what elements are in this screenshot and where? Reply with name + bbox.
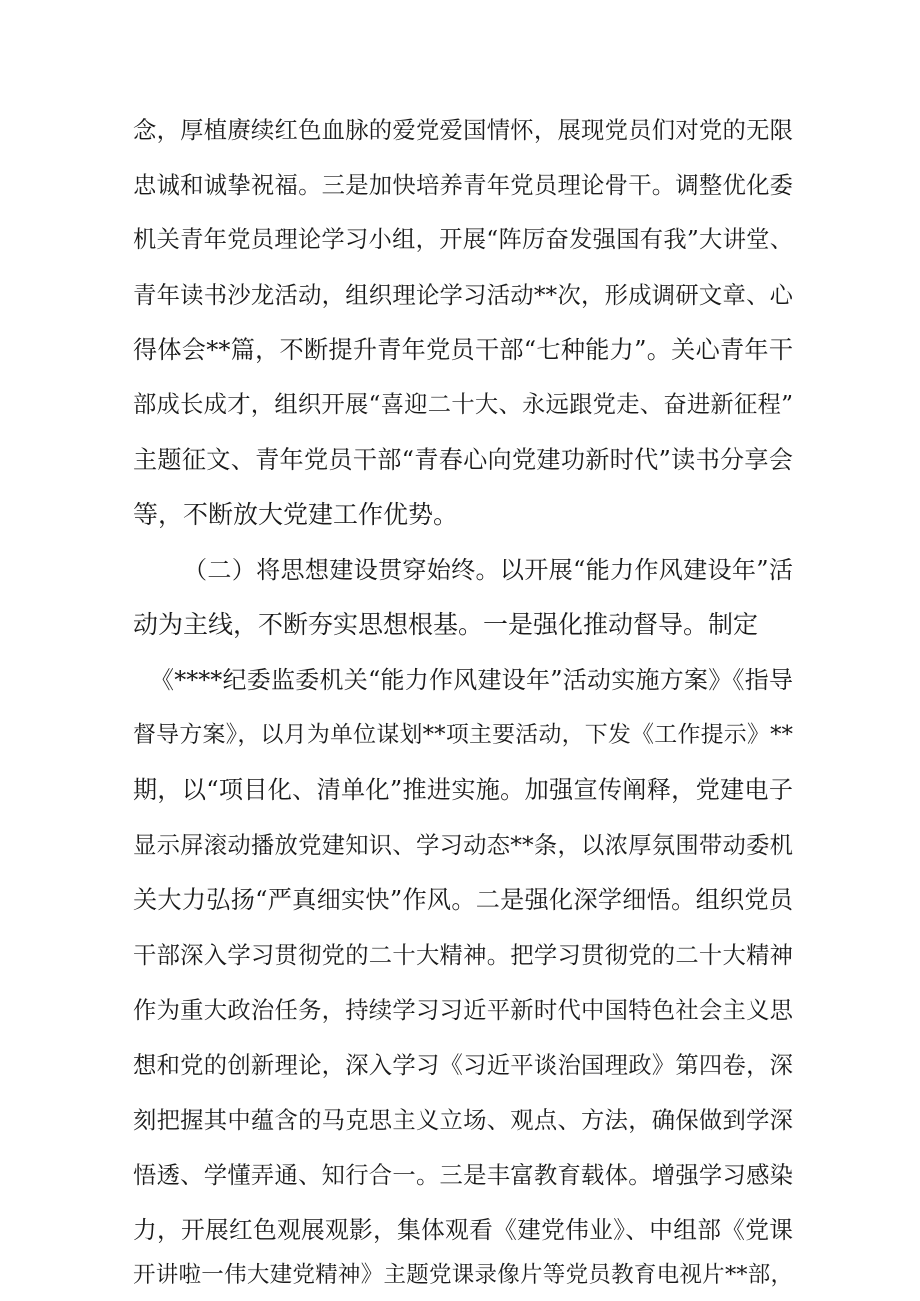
text-line: 想和党的创新理论，深入学习《习近平谈治国理政》第四卷，深	[133, 1051, 793, 1079]
text-line: 干部深入学习贯彻党的二十大精神。把学习贯彻党的二十大精神	[133, 941, 793, 969]
text-line: 得体会**篇，不断提升青年党员干部“七种能力”。关心青年干	[133, 336, 793, 364]
text-line: 作为重大政治任务，持续学习习近平新时代中国特色社会主义思	[133, 996, 793, 1024]
text-line: 等，不断放大党建工作优势。	[133, 500, 459, 529]
text-line: 关大力弘扬“严真细实快”作风。二是强化深学细悟。组织党员	[133, 886, 793, 914]
text-line: 期，以“项目化、清单化”推进实施。加强宣传阐释，党建电子	[133, 776, 793, 804]
text-line: 显示屏滚动播放党建知识、学习动态**条，以浓厚氛围带动委机	[133, 831, 793, 859]
text-line: 机关青年党员理论学习小组，开展“阵厉奋发强国有我”大讲堂、	[133, 226, 793, 253]
text-line: 悟透、学懂弄通、知行合一。三是丰富教育载体。增强学习感染	[133, 1161, 793, 1189]
text-line: 主题征文、青年党员干部“青春心向党建功新时代”读书分享会	[133, 446, 793, 474]
text-line: （二）将思想建设贯穿始终。以开展“能力作风建设年”活	[183, 556, 793, 584]
text-line: 开讲啦一伟大建党精神》主题党课录像片等党员教育电视片**部，	[133, 1262, 793, 1288]
text-line: 忠诚和诚挚祝福。三是加快培养青年党员理论骨干。调整优化委	[133, 171, 793, 199]
text-line: 动为主线，不断夯实思想根基。一是强化推动督导。制定	[133, 610, 759, 639]
text-line: 《****纪委监委机关“能力作风建设年”活动实施方案》《指导	[150, 666, 793, 694]
text-line: 力，开展红色观展观影，集体观看《建党伟业》、中组部《党课	[133, 1216, 793, 1244]
text-line: 督导方案》，以月为单位谋划**项主要活动，下发《工作提示》**	[133, 722, 793, 748]
text-line: 念，厚植赓续红色血脉的爱党爱国情怀，展现党员们对党的无限	[133, 116, 793, 144]
text-line: 部成长成才，组织开展“喜迎二十大、永远跟党走、奋进新征程”	[133, 391, 793, 418]
text-line: 青年读书沙龙活动，组织理论学习活动**次，形成调研文章、心	[133, 281, 793, 309]
text-line: 刻把握其中蕴含的马克思主义立场、观点、方法，确保做到学深	[133, 1106, 793, 1134]
